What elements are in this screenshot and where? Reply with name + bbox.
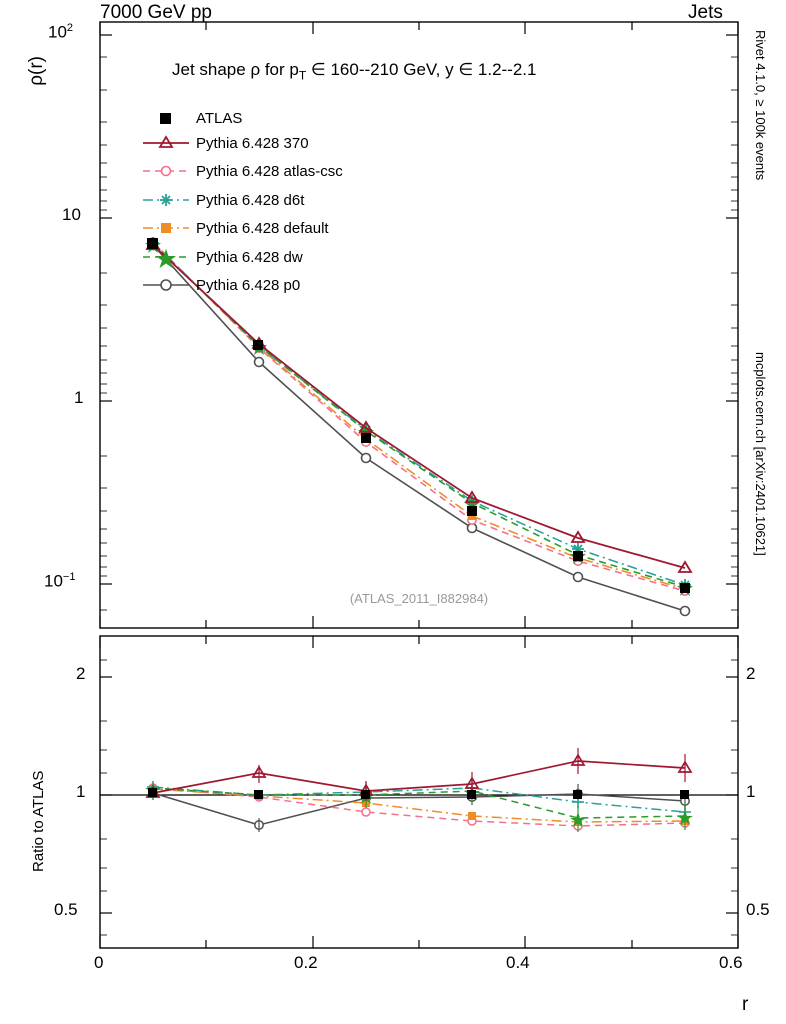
analysis-watermark: (ATLAS_2011_I882984) <box>349 591 489 606</box>
x-tick-label-04: 0.4 <box>506 953 530 972</box>
y-axis-label: ρ(r) <box>26 56 47 86</box>
plot-title-rest: ∈ 160--210 GeV, y ∈ 1.2--2.1 <box>306 60 537 79</box>
legend-glyphs <box>143 113 189 290</box>
plot-title <box>172 60 536 82</box>
ratio-y-tick-label-2-right: 2 <box>746 664 756 683</box>
ratio-y-tick-label-2-left: 2 <box>76 664 86 683</box>
legend-label-dw[interactable]: Pythia 6.428 dw <box>196 249 303 266</box>
header-left: 7000 GeV pp <box>100 2 212 23</box>
x-axis-label: r <box>742 994 749 1015</box>
ratio-y-tick-label-1-left: 1 <box>76 782 86 801</box>
y-tick-label-0-1: $10^{-1}$ <box>44 571 76 591</box>
legend-label-atlas-csc[interactable]: Pythia 6.428 atlas-csc <box>196 163 343 180</box>
series-atlas-csc-ratio <box>149 784 689 830</box>
legend-label-p0[interactable]: Pythia 6.428 p0 <box>196 277 301 294</box>
y-tick-label-100: $10^2$ <box>48 22 74 42</box>
series-default-ratio <box>149 785 689 826</box>
rivet-version-label: Rivet 4.1.0, ≥ 100k events <box>753 30 768 181</box>
x-tick-label-02: 0.2 <box>294 953 318 972</box>
header-right: Jets <box>688 2 723 23</box>
ratio-y-axis-label: Ratio to ATLAS <box>30 770 47 872</box>
ratio-y-tick-label-05-right: 0.5 <box>746 900 770 919</box>
ratio-y-tick-label-05-left: 0.5 <box>54 900 78 919</box>
legend-label-default[interactable]: Pythia 6.428 default <box>196 220 329 237</box>
series-p0-main <box>149 241 690 616</box>
legend-label-370[interactable]: Pythia 6.428 370 <box>196 135 309 152</box>
legend-label-atlas[interactable]: ATLAS <box>196 110 243 127</box>
plot-title-main: Jet shape ρ for p <box>172 60 299 79</box>
mcplots-source-label: mcplots.cern.ch [arXiv:2401.10621] <box>753 352 768 556</box>
series-d6t-ratio <box>147 781 691 818</box>
y-tick-label-1: 1 <box>74 388 84 407</box>
x-tick-label-0: 0 <box>94 953 104 972</box>
plot-title-subscript: T <box>298 68 307 83</box>
x-tick-label-06: 0.6 <box>719 953 743 972</box>
series-dw-ratio <box>145 778 693 832</box>
legend-label-d6t[interactable]: Pythia 6.428 d6t <box>196 192 305 209</box>
y-tick-label-10: 10 <box>62 205 81 224</box>
ratio-y-tick-label-1-right: 1 <box>746 782 756 801</box>
